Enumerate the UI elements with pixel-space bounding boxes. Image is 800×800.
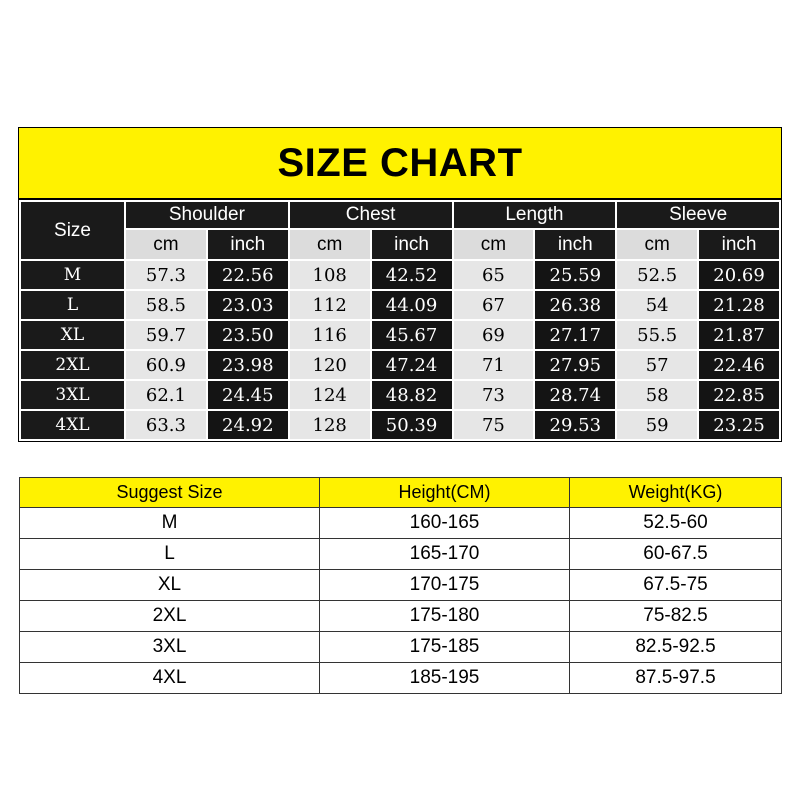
table-row xyxy=(21,351,779,379)
table-cell: 23.50 xyxy=(208,321,288,349)
table-row xyxy=(20,539,782,570)
table-row xyxy=(21,291,779,319)
table-cell: 45.67 xyxy=(372,321,452,349)
unit-header: cm xyxy=(126,230,206,259)
weight-cell: 60-67.5 xyxy=(570,539,782,570)
table-cell: 23.03 xyxy=(208,291,288,319)
table-cell: 29.53 xyxy=(535,411,615,439)
table-cell: 22.56 xyxy=(208,261,288,289)
weight-cell: 75-82.5 xyxy=(570,601,782,632)
table-cell: 24.92 xyxy=(208,411,288,439)
size-label: 4XL xyxy=(21,411,124,439)
table-cell: 55.5 xyxy=(617,321,697,349)
table-cell: 47.24 xyxy=(372,351,452,379)
unit-header: inch xyxy=(372,230,452,259)
table-row xyxy=(20,601,782,632)
table-cell: 42.52 xyxy=(372,261,452,289)
table-row xyxy=(20,508,782,539)
shoulder-header: Shoulder xyxy=(126,202,288,228)
table-cell: 59 xyxy=(617,411,697,439)
table-cell: 124 xyxy=(290,381,370,409)
suggest-size-cell: 3XL xyxy=(20,632,320,663)
suggest-size-cell: L xyxy=(20,539,320,570)
table-cell: 59.7 xyxy=(126,321,206,349)
weight-header: Weight(KG) xyxy=(570,478,782,508)
unit-header: cm xyxy=(617,230,697,259)
table-cell: 20.69 xyxy=(699,261,779,289)
unit-header: inch xyxy=(208,230,288,259)
weight-cell: 52.5-60 xyxy=(570,508,782,539)
table-cell: 63.3 xyxy=(126,411,206,439)
table-cell: 22.46 xyxy=(699,351,779,379)
chest-header: Chest xyxy=(290,202,452,228)
table-cell: 28.74 xyxy=(535,381,615,409)
unit-header: cm xyxy=(454,230,534,259)
height-header: Height(CM) xyxy=(320,478,570,508)
table-cell: 108 xyxy=(290,261,370,289)
measurement-table xyxy=(19,200,781,441)
table-cell: 67 xyxy=(454,291,534,319)
suggest-header-row xyxy=(20,478,782,508)
table-cell: 25.59 xyxy=(535,261,615,289)
size-label: L xyxy=(21,291,124,319)
table-cell: 75 xyxy=(454,411,534,439)
table-cell: 21.87 xyxy=(699,321,779,349)
sleeve-header: Sleeve xyxy=(617,202,779,228)
table-cell: 54 xyxy=(617,291,697,319)
table-row xyxy=(20,570,782,601)
unit-header-row xyxy=(21,230,779,259)
weight-cell: 82.5-92.5 xyxy=(570,632,782,663)
table-cell: 58.5 xyxy=(126,291,206,319)
height-cell: 175-185 xyxy=(320,632,570,663)
unit-header: cm xyxy=(290,230,370,259)
group-header-row xyxy=(21,202,779,228)
table-cell: 50.39 xyxy=(372,411,452,439)
size-column-header: Size xyxy=(21,202,124,259)
suggest-size-cell: 4XL xyxy=(20,663,320,694)
table-cell: 26.38 xyxy=(535,291,615,319)
table-cell: 120 xyxy=(290,351,370,379)
suggest-size-cell: XL xyxy=(20,570,320,601)
height-cell: 160-165 xyxy=(320,508,570,539)
suggest-size-cell: 2XL xyxy=(20,601,320,632)
suggest-size-cell: M xyxy=(20,508,320,539)
table-cell: 58 xyxy=(617,381,697,409)
size-label: XL xyxy=(21,321,124,349)
table-cell: 57.3 xyxy=(126,261,206,289)
table-cell: 27.95 xyxy=(535,351,615,379)
table-cell: 57 xyxy=(617,351,697,379)
table-cell: 21.28 xyxy=(699,291,779,319)
table-cell: 27.17 xyxy=(535,321,615,349)
chart-title: SIZE CHART xyxy=(19,128,781,200)
unit-header: inch xyxy=(699,230,779,259)
weight-cell: 87.5-97.5 xyxy=(570,663,782,694)
table-cell: 116 xyxy=(290,321,370,349)
unit-header: inch xyxy=(535,230,615,259)
length-header: Length xyxy=(454,202,616,228)
size-label: 3XL xyxy=(21,381,124,409)
table-cell: 112 xyxy=(290,291,370,319)
height-cell: 170-175 xyxy=(320,570,570,601)
table-cell: 60.9 xyxy=(126,351,206,379)
table-cell: 44.09 xyxy=(372,291,452,319)
table-cell: 62.1 xyxy=(126,381,206,409)
height-cell: 165-170 xyxy=(320,539,570,570)
weight-cell: 67.5-75 xyxy=(570,570,782,601)
size-label: 2XL xyxy=(21,351,124,379)
size-label: M xyxy=(21,261,124,289)
suggest-size-table xyxy=(19,477,782,694)
size-chart xyxy=(18,127,782,442)
table-row xyxy=(21,261,779,289)
table-row xyxy=(20,663,782,694)
table-row xyxy=(21,411,779,439)
height-cell: 175-180 xyxy=(320,601,570,632)
table-cell: 23.98 xyxy=(208,351,288,379)
suggest-size-header: Suggest Size xyxy=(20,478,320,508)
table-row xyxy=(21,381,779,409)
table-row xyxy=(20,632,782,663)
table-cell: 73 xyxy=(454,381,534,409)
table-cell: 48.82 xyxy=(372,381,452,409)
table-cell: 23.25 xyxy=(699,411,779,439)
table-cell: 65 xyxy=(454,261,534,289)
height-cell: 185-195 xyxy=(320,663,570,694)
table-cell: 69 xyxy=(454,321,534,349)
table-cell: 71 xyxy=(454,351,534,379)
table-cell: 52.5 xyxy=(617,261,697,289)
table-cell: 128 xyxy=(290,411,370,439)
table-row xyxy=(21,321,779,349)
table-cell: 22.85 xyxy=(699,381,779,409)
table-cell: 24.45 xyxy=(208,381,288,409)
